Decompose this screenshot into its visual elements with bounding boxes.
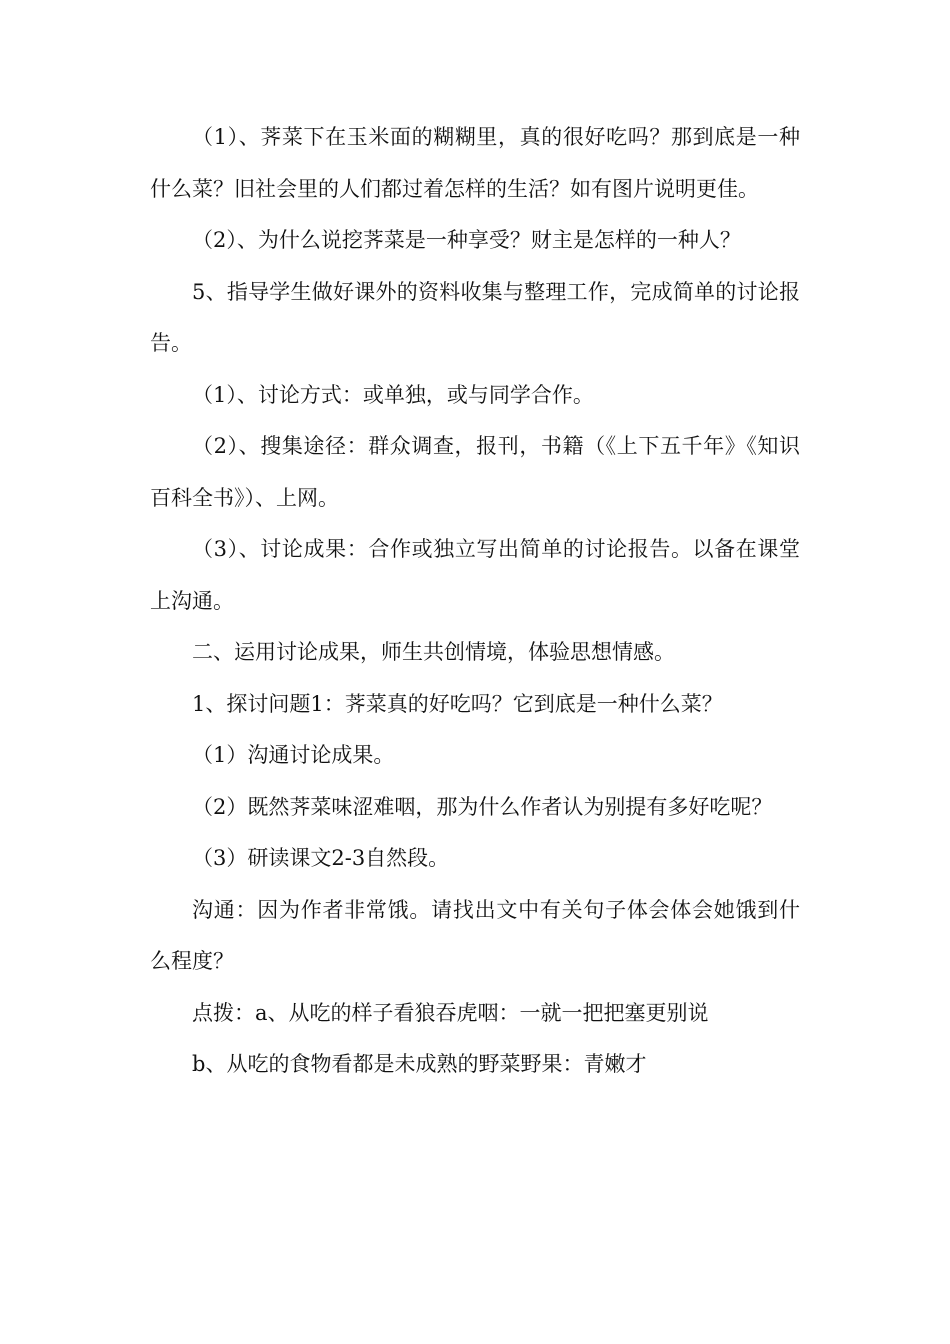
paragraph-explore-question-1: 1、探讨问题1：荠菜真的好吃吗？它到底是一种什么菜？ [192, 691, 723, 716]
paragraph-discussion-results: （3）、讨论成果：合作或独立写出简单的讨论报告。以备在课堂上沟通。 [150, 537, 800, 613]
paragraph-study-text: （3）研读课文2-3自然段。 [192, 846, 450, 870]
section-heading-two: 二、运用讨论成果，师生共创情境，体验思想情感。 [192, 640, 675, 664]
paragraph-communication: 沟通：因为作者非常饿。请找出文中有关句子体会体会她饿到什么程度？ [150, 897, 800, 973]
paragraph-why-tasty: （2）既然荠菜味涩难咽，那为什么作者认为别提有多好吃呢？ [192, 794, 773, 819]
paragraph-question-1: （1）、荠菜下在玉米面的糊糊里，真的很好吃吗？那到底是一种什么菜？旧社会里的人们都过着怎样的生活？如有图片说明更佳。 [150, 125, 800, 201]
document-body [150, 112, 800, 1091]
paragraph-hint-b: b、从吃的食物看都是未成熟的野菜野果：青嫩才 [192, 1052, 647, 1076]
paragraph-step-5: 5、指导学生做好课外的资料收集与整理工作，完成简单的讨论报告。 [150, 279, 800, 355]
paragraph-question-2: （2）、为什么说挖荠菜是一种享受？财主是怎样的一种人？ [192, 228, 741, 252]
paragraph-hint-a: 点拨：a、从吃的样子看狼吞虎咽：一就一把把塞更别说 [192, 1000, 709, 1025]
paragraph-collection-channels: （2）、搜集途径：群众调查，报刊，书籍（《上下五千年》《知识百科全书》）、上网。 [150, 434, 800, 510]
paragraph-discussion-method: （1）、讨论方式：或单独，或与同学合作。 [192, 382, 594, 407]
paragraph-communicate-results: （1）沟通讨论成果。 [192, 743, 395, 767]
